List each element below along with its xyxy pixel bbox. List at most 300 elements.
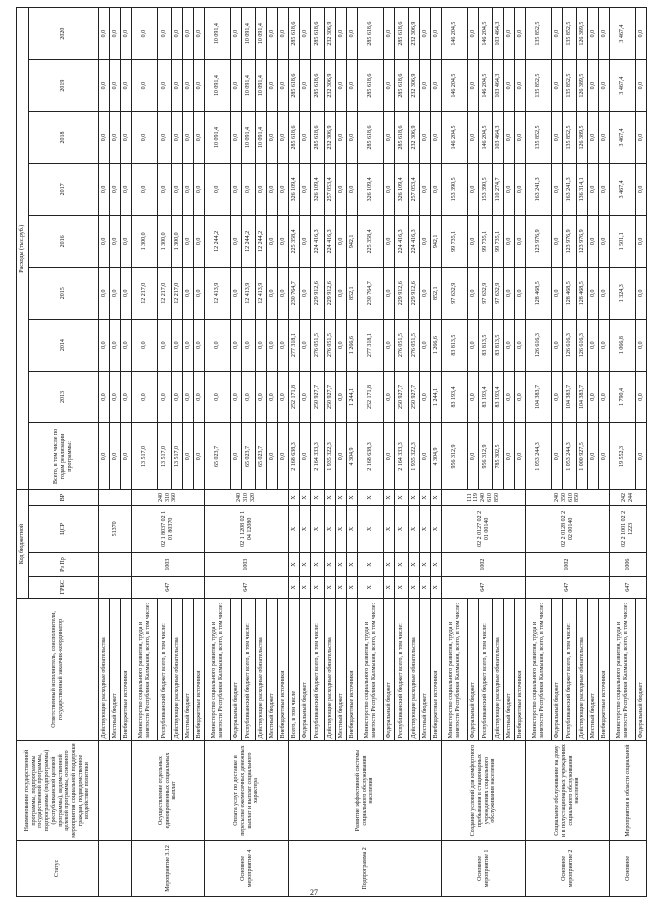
year-value-cell: 104 383,7 (563, 371, 577, 423)
year-value-cell: 0,0 (636, 371, 647, 423)
total-value-cell: 0,0 (194, 423, 205, 490)
year-value-cell: 136 314,1 (577, 163, 588, 215)
year-value-cell: 252 171,8 (358, 371, 384, 423)
header-vr: ВР (29, 490, 99, 505)
year-value-cell: 12 244,2 (256, 215, 267, 267)
status-cell: Основное мероприятие 1 (442, 840, 526, 896)
header-year-2017: 2017 (29, 163, 99, 215)
year-value-cell: 146 204,5 (479, 112, 493, 164)
csr-cell: 02 2 1001 02 2 1223 (610, 505, 647, 553)
header-executor: Ответственный исполнитель, соисполнители, государственный заказчик-координатор (17, 598, 99, 741)
executor-cell: Местный бюджет (336, 598, 347, 741)
executor-cell: Внебюджетные источники (347, 598, 358, 741)
year-value-cell: 0,0 (121, 163, 132, 215)
year-value-cell: 0,0 (99, 371, 110, 423)
year-value-cell: 0,0 (231, 163, 242, 215)
total-value-cell: 4 304,9 (431, 423, 442, 490)
year-value-cell: 276 051,5 (409, 319, 420, 371)
year-value-cell: 0,0 (468, 215, 479, 267)
year-value-cell: 0,0 (588, 112, 599, 164)
year-value-cell: 0,0 (588, 60, 599, 112)
year-value-cell: 0,0 (256, 319, 267, 371)
executor-cell: Всего, в том числе (289, 598, 300, 741)
page-number: 27 (310, 888, 318, 897)
year-value-cell: 0,0 (121, 371, 132, 423)
executor-cell: Республиканский бюджет всего, в том числе: (479, 598, 493, 741)
year-value-cell: 0,0 (121, 319, 132, 371)
rzpr-cell: X (336, 553, 347, 577)
status-cell: Подпрограмма 2 (289, 840, 442, 896)
year-value-cell: 126 616,3 (526, 319, 552, 371)
year-value-cell: 0,0 (300, 215, 311, 267)
year-value-cell: 232 306,9 (409, 112, 420, 164)
year-value-cell: 0,0 (99, 215, 110, 267)
table-row (99, 8, 110, 897)
year-value-cell: 3 467,4 (610, 163, 636, 215)
executor-cell: Министерство социального развития, труда и занятости Республики Калмыкия, всего, в том числе: (132, 598, 158, 741)
year-value-cell: 83 813,5 (442, 319, 468, 371)
year-value-cell: 229 912,6 (409, 267, 420, 319)
year-value-cell: 97 632,9 (493, 267, 504, 319)
year-value-cell: 0,0 (515, 60, 526, 112)
status-cell: Основное мероприятие 2 (526, 840, 610, 896)
year-value-cell: 0,0 (336, 371, 347, 423)
grbs-cell: X (300, 576, 311, 598)
year-value-cell: 0,0 (194, 371, 205, 423)
year-value-cell: 0,0 (599, 215, 610, 267)
year-value-cell: 135 852,5 (563, 8, 577, 60)
year-value-cell: 0,0 (504, 60, 515, 112)
table-body (99, 8, 647, 897)
rzpr-cell: X (420, 553, 431, 577)
year-value-cell: 0,0 (384, 371, 395, 423)
year-value-cell: 0,0 (231, 60, 242, 112)
year-value-cell: 0,0 (431, 163, 442, 215)
csr-cell: 02 2 0127 02 2 01 00140 (442, 505, 526, 553)
year-value-cell: 12 217,0 (172, 267, 183, 319)
year-value-cell: 0,0 (468, 163, 479, 215)
year-value-cell: 0,0 (158, 8, 172, 60)
year-value-cell: 285 618,6 (289, 60, 300, 112)
year-value-cell: 0,0 (267, 163, 278, 215)
year-value-cell: 285 618,6 (311, 8, 325, 60)
year-value-cell: 0,0 (256, 371, 267, 423)
year-value-cell: 0,0 (504, 112, 515, 164)
year-value-cell: 257 053,4 (409, 163, 420, 215)
year-value-cell: 232 306,9 (325, 60, 336, 112)
year-value-cell: 0,0 (420, 163, 431, 215)
vr-cell: X (420, 490, 431, 505)
executor-cell: Федеральный бюджет (636, 598, 647, 741)
year-value-cell: 97 632,9 (479, 267, 493, 319)
year-value-cell: 285 618,6 (395, 112, 409, 164)
year-value-cell: 1 501,1 (610, 215, 636, 267)
csr-cell: X (358, 505, 384, 553)
year-value-cell: 285 618,6 (358, 112, 384, 164)
vr-cell: X (395, 490, 409, 505)
year-value-cell: 285 618,6 (311, 60, 325, 112)
year-value-cell: 0,0 (636, 112, 647, 164)
grbs-cell: 647 (442, 576, 526, 598)
year-value-cell: 0,0 (468, 267, 479, 319)
year-value-cell: 0,0 (347, 8, 358, 60)
total-value-cell: 785 302,5 (493, 423, 504, 490)
executor-cell: Местный бюджет (183, 598, 194, 741)
executor-cell: Федеральный бюджет (384, 598, 395, 741)
year-value-cell: 0,0 (599, 267, 610, 319)
year-value-cell: 0,0 (158, 163, 172, 215)
vr-cell: X (311, 490, 325, 505)
year-value-cell: 1 300,0 (172, 215, 183, 267)
year-value-cell: 0,0 (267, 112, 278, 164)
total-value-cell: 4 304,9 (347, 423, 358, 490)
year-value-cell: 146 204,5 (442, 60, 468, 112)
year-value-cell: 0,0 (552, 8, 563, 60)
year-value-cell: 12 217,0 (158, 267, 172, 319)
year-value-cell: 126 389,5 (577, 8, 588, 60)
year-value-cell: 0,0 (110, 267, 121, 319)
year-value-cell: 0,0 (588, 371, 599, 423)
year-value-cell: 0,0 (132, 8, 158, 60)
year-value-cell: 0,0 (194, 112, 205, 164)
vr-cell: X (325, 490, 336, 505)
year-value-cell: 229 912,6 (311, 267, 325, 319)
executor-cell: Действующие расходные обязательства (256, 598, 267, 741)
year-value-cell: 0,0 (636, 8, 647, 60)
name-cell: Развитие эффективной системы социального обслуживания населения (289, 741, 442, 840)
year-value-cell: 852,1 (431, 267, 442, 319)
executor-cell: Министерство социального развития, труда и занятости Республики Калмыкия, всего, в том числе: (205, 598, 231, 741)
rzpr-cell: X (347, 553, 358, 577)
year-value-cell: 83 193,4 (493, 371, 504, 423)
year-value-cell: 0,0 (515, 112, 526, 164)
header-year-2016: 2016 (29, 215, 99, 267)
vr-cell: X (289, 490, 300, 505)
year-value-cell: 0,0 (468, 60, 479, 112)
year-value-cell: 0,0 (431, 60, 442, 112)
year-value-cell: 3 467,4 (610, 60, 636, 112)
executor-cell: Действующие расходные обязательства (99, 598, 110, 741)
total-value-cell: 0,0 (121, 423, 132, 490)
year-value-cell: 0,0 (384, 267, 395, 319)
year-value-cell: 0,0 (552, 267, 563, 319)
year-value-cell: 232 306,9 (325, 112, 336, 164)
year-value-cell: 1 790,4 (610, 371, 636, 423)
year-value-cell: 10 091,4 (205, 8, 231, 60)
year-value-cell: 285 618,6 (395, 8, 409, 60)
executor-cell: Действующие расходные обязательства (325, 598, 336, 741)
executor-cell: Республиканский бюджет всего, в том числе: (395, 598, 409, 741)
year-value-cell: 146 204,5 (442, 8, 468, 60)
year-value-cell: 0,0 (599, 371, 610, 423)
year-value-cell: 12 413,9 (242, 267, 256, 319)
header-year-2014: 2014 (29, 319, 99, 371)
total-value-cell: 0,0 (336, 423, 347, 490)
year-value-cell: 942,1 (347, 215, 358, 267)
year-value-cell: 0,0 (267, 215, 278, 267)
year-value-cell: 0,0 (599, 112, 610, 164)
year-value-cell: 0,0 (256, 163, 267, 215)
table-row (526, 8, 552, 897)
executor-cell: Федеральный бюджет (300, 598, 311, 741)
year-value-cell: 0,0 (132, 371, 158, 423)
year-value-cell: 0,0 (336, 267, 347, 319)
year-value-cell: 0,0 (515, 371, 526, 423)
name-cell: Оплата услуг по доставке и пересылке ежемесячных денежных выплат и выплат социального характера (205, 741, 289, 840)
header-year-2013: 2013 (29, 371, 99, 423)
year-value-cell: 163 241,3 (563, 163, 577, 215)
year-value-cell: 0,0 (110, 112, 121, 164)
year-value-cell: 852,1 (347, 267, 358, 319)
year-value-cell: 0,0 (99, 8, 110, 60)
csr-cell: 02 2 0128 02 2 02 00140 (526, 505, 610, 553)
year-value-cell: 0,0 (431, 112, 442, 164)
year-value-cell: 0,0 (420, 215, 431, 267)
vr-cell: 111 119 240 610 850 (442, 490, 526, 505)
year-value-cell: 126 389,5 (577, 60, 588, 112)
total-value-cell: 0,0 (420, 423, 431, 490)
year-value-cell: 0,0 (172, 60, 183, 112)
total-value-cell: 0,0 (278, 423, 289, 490)
year-value-cell: 10 091,4 (242, 112, 256, 164)
year-value-cell: 83 193,4 (479, 371, 493, 423)
header-year-2020: 2020 (29, 8, 99, 60)
executor-cell: Местный бюджет (267, 598, 278, 741)
year-value-cell: 0,0 (636, 215, 647, 267)
year-value-cell: 10 091,4 (242, 60, 256, 112)
vr-cell (99, 490, 132, 505)
year-value-cell: 0,0 (99, 319, 110, 371)
executor-cell: Федеральный бюджет (468, 598, 479, 741)
year-value-cell: 230 764,7 (289, 267, 300, 319)
rzpr-cell: X (431, 553, 442, 577)
total-value-cell: 956 312,9 (442, 423, 468, 490)
grbs-cell: 647 (205, 576, 289, 598)
year-value-cell: 10 091,4 (205, 112, 231, 164)
year-value-cell: 285 618,6 (311, 112, 325, 164)
year-value-cell: 0,0 (515, 163, 526, 215)
year-value-cell: 0,0 (172, 8, 183, 60)
rzpr-cell: X (289, 553, 300, 577)
year-value-cell: 0,0 (278, 8, 289, 60)
table-row (442, 8, 468, 897)
executor-cell: Действующие расходные обязательства (409, 598, 420, 741)
year-value-cell: 0,0 (384, 319, 395, 371)
year-value-cell: 0,0 (231, 215, 242, 267)
csr-cell: X (289, 505, 300, 553)
year-value-cell: 0,0 (158, 319, 172, 371)
year-value-cell: 0,0 (172, 163, 183, 215)
rzpr-cell: X (300, 553, 311, 577)
year-value-cell: 0,0 (552, 319, 563, 371)
year-value-cell: 104 383,7 (526, 371, 552, 423)
status-cell (99, 840, 132, 896)
year-value-cell: 0,0 (132, 60, 158, 112)
total-value-cell: 19 552,3 (610, 423, 636, 490)
year-value-cell: 0,0 (336, 60, 347, 112)
year-value-cell: 1 266,6 (347, 319, 358, 371)
header-status: Статус (17, 840, 99, 896)
name-cell: Социальное обслуживание на дому и в полустационарных учреждениях социального обслуживания населения (526, 741, 610, 840)
total-value-cell: 0,0 (99, 423, 110, 490)
header-year-2019: 2019 (29, 60, 99, 112)
year-value-cell: 0,0 (278, 371, 289, 423)
year-value-cell: 257 053,4 (325, 163, 336, 215)
name-cell: Создание условий для комфортного пребывания в стационарных учреждениях социального обслуживания населения (442, 741, 526, 840)
year-value-cell: 0,0 (504, 8, 515, 60)
status-cell: Основное (610, 840, 647, 896)
year-value-cell: 0,0 (278, 163, 289, 215)
year-value-cell: 163 241,3 (526, 163, 552, 215)
year-value-cell: 0,0 (552, 163, 563, 215)
year-value-cell: 0,0 (231, 267, 242, 319)
year-value-cell: 83 813,5 (493, 319, 504, 371)
year-value-cell: 942,1 (431, 215, 442, 267)
rzpr-cell: 1003 (132, 553, 205, 577)
grbs-cell: X (395, 576, 409, 598)
year-value-cell: 0,0 (515, 215, 526, 267)
year-value-cell: 0,0 (336, 112, 347, 164)
year-value-cell: 99 735,1 (479, 215, 493, 267)
year-value-cell: 326 109,4 (358, 163, 384, 215)
year-value-cell: 250 927,7 (325, 371, 336, 423)
year-value-cell: 0,0 (336, 8, 347, 60)
year-value-cell: 135 852,5 (526, 8, 552, 60)
year-value-cell: 232 306,9 (409, 8, 420, 60)
year-value-cell: 0,0 (300, 112, 311, 164)
year-value-cell: 0,0 (468, 112, 479, 164)
year-value-cell: 0,0 (347, 60, 358, 112)
year-value-cell: 0,0 (194, 8, 205, 60)
total-value-cell: 0,0 (384, 423, 395, 490)
vr-cell: 240 310 320 (205, 490, 289, 505)
year-value-cell: 0,0 (99, 163, 110, 215)
year-value-cell: 0,0 (194, 267, 205, 319)
year-value-cell: 0,0 (599, 8, 610, 60)
executor-cell: Республиканский бюджет всего, в том числе: (563, 598, 577, 741)
total-value-cell: 2 164 333,3 (311, 423, 325, 490)
year-value-cell: 224 416,3 (325, 215, 336, 267)
grbs-cell: X (289, 576, 300, 598)
csr-cell: 51370 (99, 505, 132, 553)
year-value-cell: 0,0 (121, 60, 132, 112)
total-value-cell: 13 517,0 (172, 423, 183, 490)
grbs-cell: X (358, 576, 384, 598)
executor-cell: Местный бюджет (420, 598, 431, 741)
header-expenses: Расходы (тыс.руб.) (17, 8, 29, 490)
year-value-cell: 0,0 (278, 319, 289, 371)
executor-cell: Министерство социального развития, труда и занятости Республики Калмыкия, всего, в том числе: (526, 598, 552, 741)
year-value-cell: 224 416,3 (311, 215, 325, 267)
csr-cell: X (384, 505, 395, 553)
vr-cell: 240 310 360 (132, 490, 205, 505)
year-value-cell: 0,0 (599, 319, 610, 371)
csr-cell: X (431, 505, 442, 553)
year-value-cell: 0,0 (515, 319, 526, 371)
year-value-cell: 0,0 (183, 215, 194, 267)
executor-cell: Республиканский бюджет всего, в том числе: (311, 598, 325, 741)
year-value-cell: 224 416,3 (409, 215, 420, 267)
executor-cell: Министерство социального развития, труда и занятости Республики Калмыкия, всего, в том числе: (358, 598, 384, 741)
year-value-cell: 0,0 (504, 267, 515, 319)
year-value-cell: 0,0 (552, 371, 563, 423)
executor-cell: Местный бюджет (588, 598, 599, 741)
year-value-cell: 277 318,1 (289, 319, 300, 371)
year-value-cell: 0,0 (468, 8, 479, 60)
year-value-cell: 0,0 (121, 267, 132, 319)
year-value-cell: 0,0 (588, 163, 599, 215)
year-value-cell: 232 306,9 (409, 60, 420, 112)
vr-cell: 240 350 610 850 (526, 490, 610, 505)
year-value-cell: 10 091,4 (256, 8, 267, 60)
year-value-cell: 0,0 (599, 163, 610, 215)
table-row (610, 8, 636, 897)
year-value-cell: 0,0 (504, 319, 515, 371)
year-value-cell: 0,0 (99, 60, 110, 112)
year-value-cell: 0,0 (110, 215, 121, 267)
year-value-cell: 0,0 (336, 215, 347, 267)
year-value-cell: 0,0 (420, 60, 431, 112)
year-value-cell: 12 413,9 (205, 267, 231, 319)
rzpr-cell: 1002 (442, 553, 526, 577)
table-row (289, 8, 300, 897)
year-value-cell: 0,0 (242, 371, 256, 423)
total-value-cell: 13 517,0 (132, 423, 158, 490)
year-value-cell: 0,0 (110, 319, 121, 371)
vr-cell: X (358, 490, 384, 505)
rzpr-cell: X (384, 553, 395, 577)
year-value-cell: 0,0 (420, 319, 431, 371)
grbs-cell: X (325, 576, 336, 598)
year-value-cell: 0,0 (183, 112, 194, 164)
executor-cell: Внебюджетные источники (431, 598, 442, 741)
year-value-cell: 0,0 (384, 60, 395, 112)
year-value-cell: 0,0 (132, 163, 158, 215)
csr-cell: X (300, 505, 311, 553)
grbs-cell: X (384, 576, 395, 598)
year-value-cell: 0,0 (267, 267, 278, 319)
total-value-cell: 1 053 244,3 (526, 423, 552, 490)
rzpr-cell: X (358, 553, 384, 577)
year-value-cell: 0,0 (267, 60, 278, 112)
csr-cell: X (336, 505, 347, 553)
executor-cell: Действующие расходные обязательства (172, 598, 183, 741)
total-value-cell: 0,0 (588, 423, 599, 490)
year-value-cell: 0,0 (172, 319, 183, 371)
year-value-cell: 153 390,5 (442, 163, 468, 215)
csr-cell: X (347, 505, 358, 553)
year-value-cell: 225 358,4 (358, 215, 384, 267)
year-value-cell: 0,0 (588, 215, 599, 267)
year-value-cell: 103 464,3 (493, 60, 504, 112)
year-value-cell: 126 389,5 (577, 112, 588, 164)
total-value-cell: 0,0 (110, 423, 121, 490)
year-value-cell: 0,0 (242, 163, 256, 215)
year-value-cell: 97 632,9 (442, 267, 468, 319)
grbs-cell: 647 (526, 576, 610, 598)
year-value-cell: 1 244,1 (431, 371, 442, 423)
rzpr-cell: 1002 (526, 553, 610, 577)
year-value-cell: 0,0 (231, 371, 242, 423)
name-cell: Осуществление отдельных единовременных социальных выплат (132, 741, 205, 840)
rotated-budget-table-wrapper (16, 7, 644, 897)
rzpr-cell: X (409, 553, 420, 577)
year-value-cell: 0,0 (194, 215, 205, 267)
year-value-cell: 0,0 (347, 112, 358, 164)
year-value-cell: 10 091,4 (256, 112, 267, 164)
year-value-cell: 0,0 (552, 112, 563, 164)
year-value-cell: 0,0 (158, 112, 172, 164)
